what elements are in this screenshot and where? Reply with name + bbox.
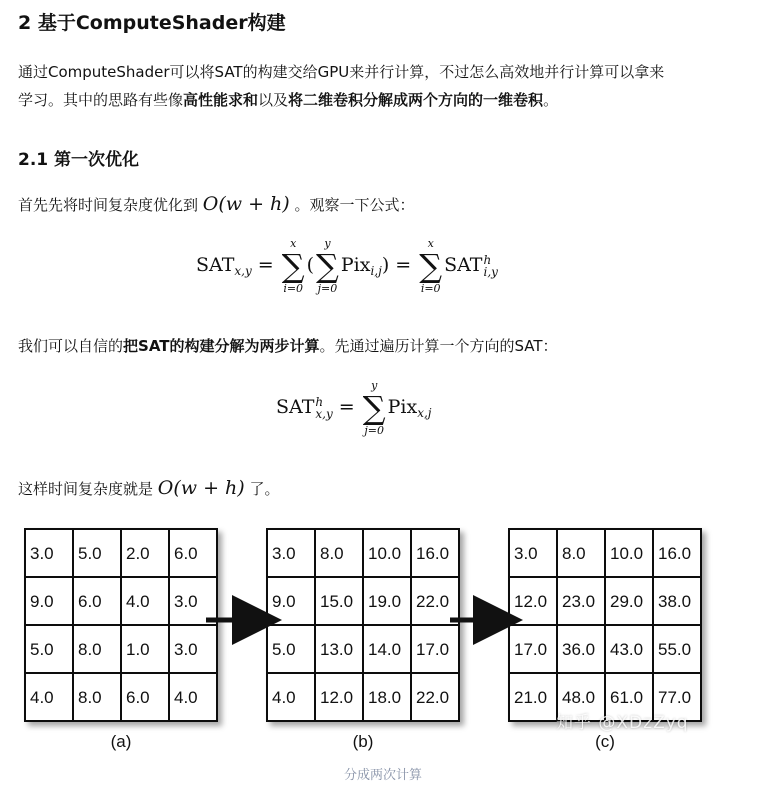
grid-cell-value: 3.0	[514, 544, 538, 563]
sat-subscript: i,y	[483, 265, 498, 279]
grid-cell-value: 43.0	[610, 640, 644, 659]
sigma-icon: ∑	[419, 247, 443, 285]
split-bold: 把SAT的构建分解为两步计算	[123, 337, 320, 355]
watermark: 知乎 @XDzZyq	[556, 713, 689, 733]
grid-cell-value: 14.0	[368, 640, 402, 659]
grid-cell-value: 22.0	[416, 688, 450, 707]
grid-a	[24, 528, 218, 751]
split-text: 我们可以自信的	[18, 337, 124, 355]
sat-h-formula: SAT h x,y = y ∑ j=0 Pix$_{x,j}$	[276, 379, 432, 437]
grid-cell-value: 9.0	[272, 592, 296, 611]
sigma-icon: ∑	[362, 389, 386, 427]
grid-cell-value: 38.0	[658, 592, 692, 611]
grid-cell-value: 8.0	[78, 688, 102, 707]
sigma-icon: ∑	[281, 247, 305, 285]
section-heading: 2 基于ComputeShader构建	[18, 12, 286, 34]
intro-text: 学习。其中的思路有些像	[18, 91, 184, 109]
grid-cell-value: 1.0	[126, 640, 150, 659]
grid-cell-value: 3.0	[174, 592, 198, 611]
grid-cell-value: 13.0	[320, 640, 354, 659]
complexity-paragraph	[18, 474, 748, 503]
sum-j-top: y	[371, 379, 378, 392]
optimize-text-after: 。观察一下公式：	[294, 196, 415, 214]
sum-outer-bottom: i=0	[283, 282, 304, 295]
complexity-math: O(w + h)	[202, 193, 290, 215]
subsection-heading: 2.1 第一次优化	[18, 150, 140, 170]
grid-cell-value: 22.0	[416, 592, 450, 611]
grid-cell-value: 4.0	[30, 688, 54, 707]
grid-cell-value: 19.0	[368, 592, 402, 611]
complexity-text-after: 了。	[249, 480, 280, 498]
grid-label: (c)	[595, 732, 615, 751]
grid-cell-value: 18.0	[368, 688, 402, 707]
intro-bold-sum: 高性能求和	[183, 91, 259, 109]
sum-j-bottom: j=0	[364, 424, 384, 437]
complexity-math: O(w + h)	[157, 477, 245, 499]
grid-cell-value: 5.0	[30, 640, 54, 659]
grid-cell-value: 77.0	[658, 688, 692, 707]
grid-label: (b)	[352, 732, 374, 751]
grid-label: (a)	[110, 732, 132, 751]
grid-cell-value: 4.0	[126, 592, 150, 611]
intro-text-and: 以及	[258, 91, 289, 109]
sat-symbol: SAT	[276, 396, 315, 418]
sum-outer-top: x	[290, 237, 297, 250]
split-paragraph	[18, 332, 748, 360]
sum-inner-top: y	[324, 237, 331, 250]
grid-cell-value: 17.0	[416, 640, 450, 659]
grid-cell-value: 3.0	[272, 544, 296, 563]
grid-cell-value: 36.0	[562, 640, 596, 659]
sum-right	[419, 238, 442, 294]
grid-cell-value: 6.0	[174, 544, 198, 563]
grid-cell-value: 3.0	[30, 544, 54, 563]
grid-cell-value: 12.0	[514, 592, 548, 611]
sat-subscript: x,y	[234, 264, 252, 278]
grid-cell-value: 48.0	[562, 688, 596, 707]
sat-superscript: h	[315, 395, 324, 409]
sum-outer	[282, 238, 305, 294]
optimize-text: 首先先将时间复杂度优化到	[18, 196, 199, 214]
intro-bold-conv: 将二维卷积分解成两个方向的一维卷积	[288, 91, 544, 109]
sat-superscript: h	[483, 253, 492, 267]
sum-inner	[316, 238, 339, 294]
split-text-after: 。先通过遍历计算一个方向的SAT：	[319, 337, 558, 355]
grid-cell-value: 23.0	[562, 592, 596, 611]
pix-subscript: i,j	[370, 264, 382, 278]
intro-text-end: 。	[543, 91, 559, 109]
grid-cell-value: 17.0	[514, 640, 548, 659]
intro-paragraph	[18, 58, 748, 114]
grid-cell-value: 16.0	[658, 544, 692, 563]
sum-right-top: x	[427, 237, 434, 250]
grid-cell-value: 4.0	[272, 688, 296, 707]
grid-cell-value: 15.0	[320, 592, 354, 611]
grid-cell-value: 8.0	[320, 544, 344, 563]
sat-formula: $SAT_{x,y}$ = x ∑ i=0 ( y ∑ j=0 Pix$_{i,j}$) = x ∑ i=0 SAT h i,y	[196, 237, 498, 295]
grid-cell-value: 16.0	[416, 544, 450, 563]
grid-cell-value: 6.0	[126, 688, 150, 707]
sum-inner-bottom: j=0	[317, 282, 338, 295]
sum-right-bottom: i=0	[420, 282, 441, 295]
grid-cell-value: 12.0	[320, 688, 354, 707]
complexity-text: 这样时间复杂度就是	[18, 480, 154, 498]
intro-line-2	[18, 86, 748, 114]
figure-caption: 分成两次计算	[343, 768, 422, 783]
sat-symbol: SAT	[444, 254, 483, 276]
sum-j	[363, 380, 386, 436]
grid-cell-value: 10.0	[610, 544, 644, 563]
intro-line-1: 通过ComputeShader可以将SAT的构建交给GPU来并行计算，不过怎么高效地并行计算可以拿来	[18, 63, 665, 81]
grid-cell-value: 55.0	[658, 640, 692, 659]
grid-cell-value: 10.0	[368, 544, 402, 563]
grid-cell-value: 5.0	[272, 640, 296, 659]
pix-subscript: x,j	[417, 406, 432, 420]
grid-b	[266, 528, 460, 751]
grid-cell-value: 2.0	[126, 544, 150, 563]
pix-symbol: Pix	[340, 254, 371, 276]
grid-cell-value: 9.0	[30, 592, 54, 611]
pix-symbol: Pix	[387, 396, 418, 418]
grid-cell-value: 8.0	[78, 640, 102, 659]
grid-cell-value: 8.0	[562, 544, 586, 563]
grid-cell-value: 3.0	[174, 640, 198, 659]
grid-cell-value: 29.0	[610, 592, 644, 611]
grid-cell-value: 6.0	[78, 592, 102, 611]
optimize-paragraph	[18, 190, 748, 219]
grid-cell-value: 5.0	[78, 544, 102, 563]
grid-cell-value: 61.0	[610, 688, 644, 707]
grid-cell-value: 21.0	[514, 688, 548, 707]
grid-cell-value: 4.0	[174, 688, 198, 707]
sigma-icon: ∑	[316, 247, 339, 285]
sat-symbol: SAT	[196, 254, 235, 276]
sat-subscript: x,y	[315, 407, 333, 421]
